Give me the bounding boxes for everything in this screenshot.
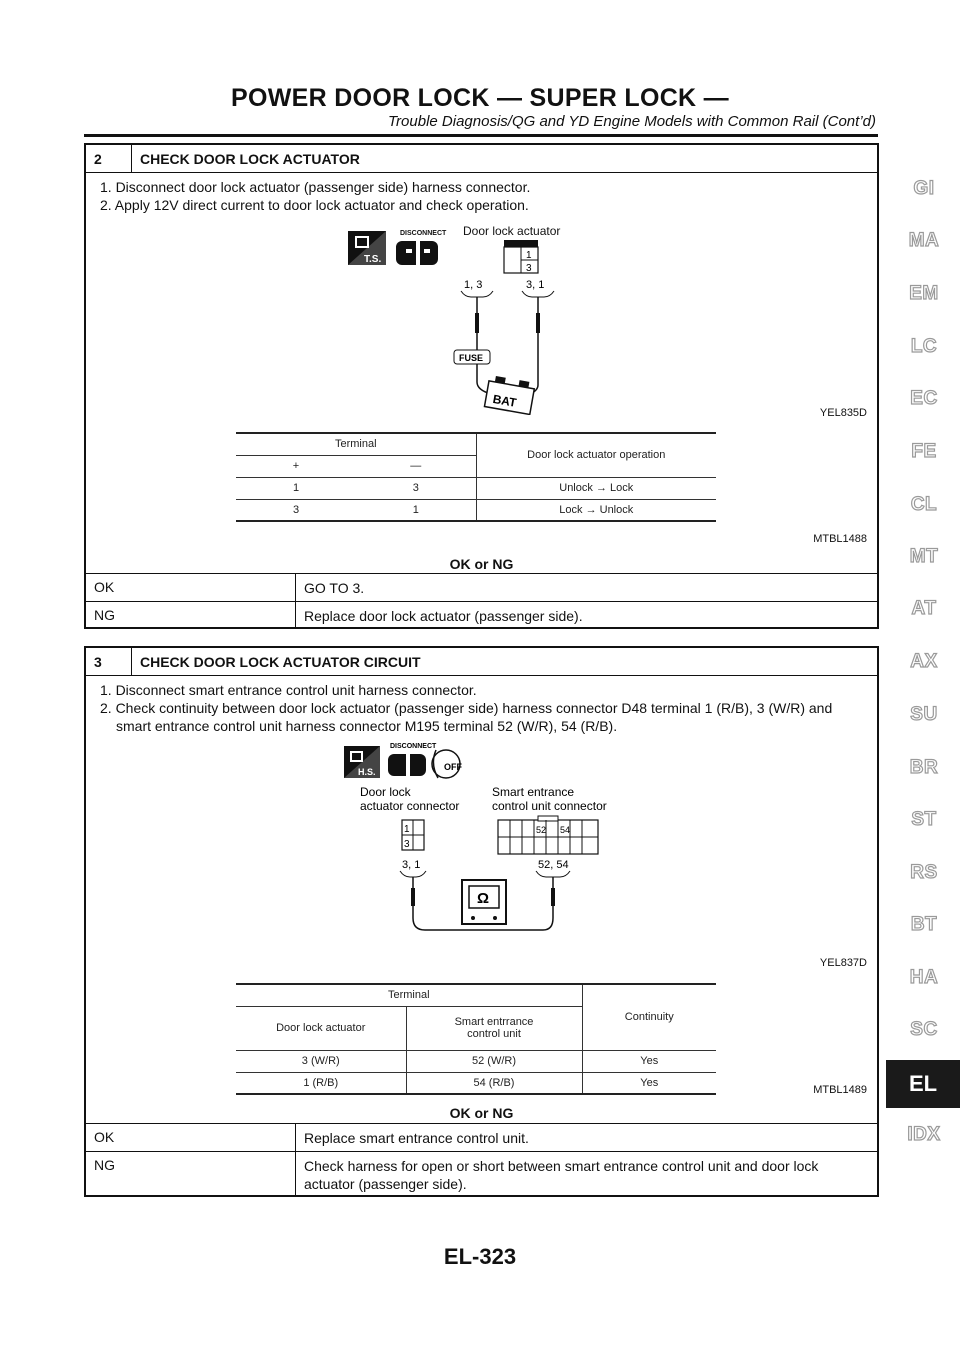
result-value: GO TO 3. [304, 580, 365, 596]
instruction-2-cont: smart entrance control unit harness connector M195 terminal 52 (W/R), 54 (R/B). [116, 718, 618, 734]
left-connector-label: Door lock [360, 785, 411, 799]
result-key: NG [86, 602, 296, 627]
continuity-table [236, 983, 716, 1095]
header-rule [84, 134, 878, 137]
cell-actuator: 3 (W/R) [236, 1050, 406, 1072]
result-value: Replace door lock actuator (passenger side). [304, 608, 583, 624]
sidebar-item-ec[interactable]: EC [910, 388, 938, 409]
sidebar-item-sc[interactable]: SC [910, 1019, 938, 1040]
sidebar-item-ax[interactable]: AX [910, 651, 938, 672]
ok-or-ng: OK or NG [449, 556, 514, 572]
disconnect-label: DISCONNECT [390, 743, 437, 750]
instruction-2: 2. Check continuity between door lock actuator (passenger side) harness connector D48 terminal 1 (R/B), 3 (W/R) and [100, 700, 833, 716]
table-code: MTBL1489 [813, 1084, 867, 1096]
cell-minus: 1 [356, 499, 476, 521]
table-code: MTBL1488 [813, 533, 867, 545]
sidebar-item-cl[interactable]: CL [910, 494, 938, 515]
cell-plus: 3 [236, 499, 356, 521]
pin-52: 52 [536, 825, 547, 835]
disconnect-icon [396, 230, 447, 265]
cell-actuator: 1 (R/B) [236, 1072, 406, 1094]
th-actuator: Door lock actuator [236, 1006, 406, 1050]
th-plus: + [236, 455, 356, 477]
sidebar-item-bt[interactable]: BT [910, 914, 938, 935]
result-ng-row [86, 601, 877, 627]
result-value: Check harness for open or short between smart entrance control unit and door lock actuator (passenger side). [304, 1158, 819, 1192]
th-control-unit: Smart entrrance control unit [406, 1006, 582, 1050]
result-key: OK [86, 1124, 296, 1151]
right-connector-label-2: control unit connector [492, 799, 607, 813]
table-row [236, 499, 716, 521]
lead-left-label: 3, 1 [402, 859, 421, 871]
sidebar-item-lc[interactable]: LC [910, 336, 938, 357]
result-ok-row [86, 1124, 877, 1151]
ts-icon [348, 231, 386, 265]
right-connector-label: Smart entrance [492, 785, 575, 799]
result-key: OK [86, 574, 296, 601]
ts-label: T.S. [364, 254, 382, 265]
step-3-header [86, 648, 877, 676]
sidebar-item-em[interactable]: EM [909, 283, 939, 304]
fuse-label: FUSE [459, 353, 484, 363]
step-2-header [86, 145, 877, 173]
cell-unit: 54 (R/B) [406, 1072, 582, 1094]
actuator-connector [504, 240, 538, 274]
ohm-symbol: Ω [477, 890, 490, 907]
sidebar-item-at[interactable]: AT [911, 598, 937, 619]
table-row [236, 1050, 716, 1072]
actuator-test-diagram [346, 225, 586, 415]
result-ok-row [86, 574, 877, 601]
th-operation: Door lock actuator operation [476, 433, 716, 477]
pin-3: 3 [404, 839, 410, 850]
result-value: Replace smart entrance control unit. [304, 1130, 529, 1146]
step-3-body [86, 676, 877, 1124]
instruction-1: 1. Disconnect door lock actuator (passenger side) harness connector. [100, 179, 531, 195]
sidebar-item-ma[interactable]: MA [908, 230, 940, 251]
sidebar-item-rs[interactable]: RS [910, 862, 938, 883]
result-key: NG [86, 1152, 296, 1195]
pin-54: 54 [560, 825, 571, 835]
page-subtitle: Trouble Diagnosis/QG and YD Engine Models with Common Rail (Cont’d) [388, 113, 876, 130]
sidebar-item-mt[interactable]: MT [909, 546, 939, 567]
cell-operation: Lock → Unlock [476, 499, 716, 521]
ignition-off-icon [432, 750, 462, 778]
pin-3: 3 [526, 263, 532, 274]
ok-or-ng: OK or NG [449, 1105, 514, 1121]
actuator-connector [402, 820, 424, 850]
hs-icon [344, 746, 380, 778]
cell-operation: Unlock → Lock [476, 477, 716, 499]
step-number: 2 [86, 145, 132, 172]
sidebar-item-st[interactable]: ST [911, 809, 937, 830]
page-title: POWER DOOR LOCK — SUPER LOCK — [231, 84, 729, 112]
cell-plus: 1 [236, 477, 356, 499]
step-2-body [86, 173, 877, 574]
continuity-test-diagram [342, 740, 632, 940]
step-title: CHECK DOOR LOCK ACTUATOR CIRCUIT [140, 654, 421, 670]
disconnect-icon [388, 743, 437, 776]
battery-icon [484, 375, 535, 415]
disconnect-label: DISCONNECT [400, 230, 447, 237]
table-row [236, 1072, 716, 1094]
ohmmeter-icon [462, 880, 506, 924]
result-ng-row [86, 1151, 877, 1195]
th-terminal: Terminal [236, 433, 476, 455]
lead-left-label: 1, 3 [464, 279, 483, 291]
sidebar-item-el-active[interactable]: EL [886, 1060, 960, 1108]
sidebar-item-br[interactable]: BR [909, 757, 939, 778]
sidebar-item-idx[interactable]: IDX [907, 1124, 941, 1145]
hs-label: H.S. [358, 767, 376, 777]
th-continuity: Continuity [582, 984, 716, 1050]
actuator-operation-table [236, 432, 716, 522]
th-minus: — [356, 455, 476, 477]
step-3-box [84, 646, 879, 1197]
left-connector-label-2: actuator connector [360, 799, 460, 813]
cell-continuity: Yes [582, 1050, 716, 1072]
th-terminal: Terminal [236, 984, 582, 1006]
pin-1: 1 [526, 250, 532, 261]
pin-1: 1 [404, 824, 410, 835]
cell-minus: 3 [356, 477, 476, 499]
battery-label: BAT [491, 391, 518, 410]
figure-code: YEL837D [819, 957, 867, 969]
sidebar-item-gi[interactable]: GI [913, 178, 935, 199]
cell-continuity: Yes [582, 1072, 716, 1094]
figure-code: YEL835D [819, 407, 867, 419]
step-number: 3 [86, 648, 132, 675]
table-row [236, 477, 716, 499]
instruction-2: 2. Apply 12V direct current to door lock actuator and check operation. [100, 197, 529, 213]
instruction-1: 1. Disconnect smart entrance control unit harness connector. [100, 682, 477, 698]
lead-right-label: 3, 1 [526, 279, 545, 291]
sidebar-item-ha[interactable]: HA [909, 967, 939, 988]
lead-right-label: 52, 54 [538, 859, 569, 871]
fuse-icon [454, 350, 490, 364]
off-label: OFF [444, 762, 462, 772]
page-number: EL-323 [443, 1244, 517, 1269]
step-title: CHECK DOOR LOCK ACTUATOR [140, 151, 360, 167]
cell-unit: 52 (W/R) [406, 1050, 582, 1072]
step-2-box [84, 143, 879, 629]
sidebar-item-fe[interactable]: FE [911, 441, 937, 462]
actuator-label: Door lock actuator [463, 225, 561, 238]
control-unit-connector [498, 816, 598, 854]
sidebar-item-su[interactable]: SU [910, 704, 938, 725]
